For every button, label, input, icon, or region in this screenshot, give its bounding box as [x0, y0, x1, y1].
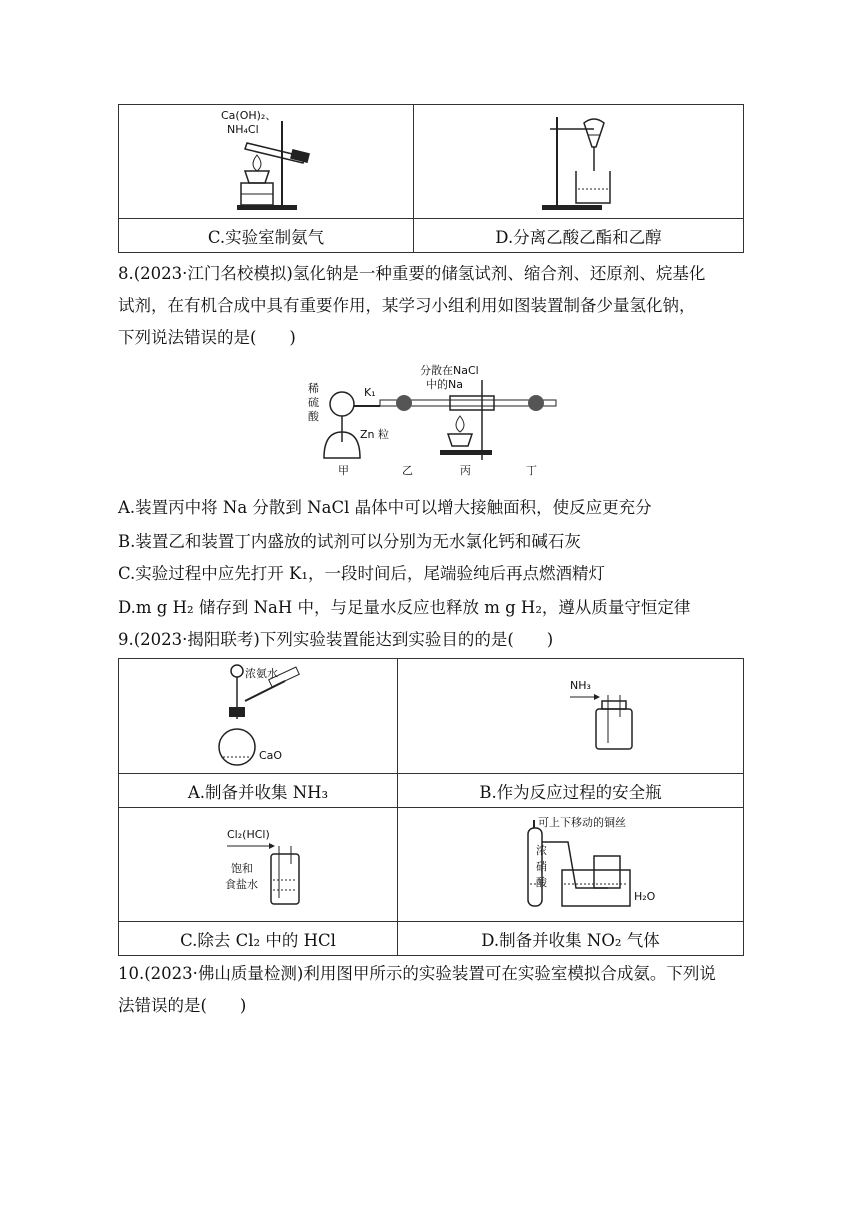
q9-option-b-caption: B.作为反应过程的安全瓶: [398, 774, 744, 808]
figure-label: 稀: [308, 382, 319, 395]
q9-figure-a-cell: [119, 659, 398, 774]
q10-stem-line2: 法错误的是( ): [118, 996, 247, 1015]
figure-label: NH₃: [570, 679, 591, 692]
figure-label: 浓: [536, 844, 547, 857]
q7-table: [118, 104, 744, 253]
q9-option-d-caption: D.制备并收集 NO₂ 气体: [398, 922, 744, 956]
q9-figure-c-cell: [119, 808, 398, 922]
option-d-caption: D.分离乙酸乙酯和乙醇: [414, 219, 744, 253]
gas-washing-figure: [119, 808, 397, 921]
option-c-caption: C.实验室制氨气: [119, 219, 414, 253]
figure-label: Ca(OH)₂、: [221, 109, 277, 122]
nitrogen-dioxide-figure: [398, 808, 743, 921]
ammonia-preparation-figure: [119, 105, 413, 218]
figure-label: 酸: [536, 876, 547, 889]
safety-bottle-figure: [398, 659, 743, 773]
q9-figure-d-cell: [398, 808, 744, 922]
figure-label: 丁: [526, 464, 537, 477]
q7-figure-c-cell: [119, 105, 414, 219]
q9-figure-b-cell: [398, 659, 744, 774]
figure-label: H₂O: [634, 890, 656, 903]
q8-stem-line3: 下列说法错误的是( ): [118, 328, 296, 347]
sodium-hydride-apparatus-figure: [300, 360, 560, 478]
separatory-funnel-figure: [414, 105, 743, 218]
figure-label: Cl₂(HCl): [227, 828, 270, 841]
q8-option-c: C.实验过程中应先打开 K₁，一段时间后，尾端验纯后再点燃酒精灯: [118, 564, 605, 583]
figure-label: 分散在NaCl: [420, 364, 479, 377]
q8-option-a: A.装置丙中将 Na 分散到 NaCl 晶体中可以增大接触面积，使反应更充分: [118, 498, 652, 517]
q10-stem-line1: 10.(2023·佛山质量检测)利用图甲所示的实验装置可在实验室模拟合成氨。下列说: [118, 964, 716, 983]
figure-label: 乙: [402, 464, 413, 477]
q8-stem-line2: 试剂，在有机合成中具有重要作用，某学习小组利用如图装置制备少量氢化钠，: [118, 296, 696, 315]
figure-label: 中的Na: [426, 378, 463, 391]
figure-label: 丙: [460, 464, 471, 477]
figure-label: K₁: [364, 386, 376, 399]
figure-label: 饱和: [231, 862, 253, 875]
q8-option-d: D.m g H₂ 储存到 NaH 中，与足量水反应也释放 m g H₂，遵从质量守恒定律: [118, 598, 691, 617]
figure-label: NH₄Cl: [227, 123, 259, 136]
q9-table: [118, 658, 744, 956]
figure-label: 可上下移动的铜丝: [538, 816, 626, 829]
q9-option-c-caption: C.除去 Cl₂ 中的 HCl: [119, 922, 398, 956]
figure-label: CaO: [259, 749, 283, 762]
figure-label: 甲: [338, 464, 349, 477]
figure-label: 硝: [536, 860, 547, 873]
q9-stem: 9.(2023·揭阳联考)下列实验装置能达到实验目的的是( ): [118, 630, 554, 649]
ammonia-collection-figure: [119, 659, 397, 773]
q7-figure-d-cell: [414, 105, 744, 219]
q8-option-b: B.装置乙和装置丁内盛放的试剂可以分别为无水氯化钙和碱石灰: [118, 532, 581, 551]
figure-label: 食盐水: [225, 878, 258, 891]
figure-label: 酸: [308, 410, 319, 423]
figure-label: 硫: [308, 396, 319, 409]
figure-label: 浓氨水: [245, 667, 278, 680]
figure-label: Zn 粒: [360, 428, 390, 441]
q9-option-a-caption: A.制备并收集 NH₃: [119, 774, 398, 808]
q8-stem-line1: 8.(2023·江门名校模拟)氢化钠是一种重要的储氢试剂、缩合剂、还原剂、烷基化: [118, 264, 706, 283]
